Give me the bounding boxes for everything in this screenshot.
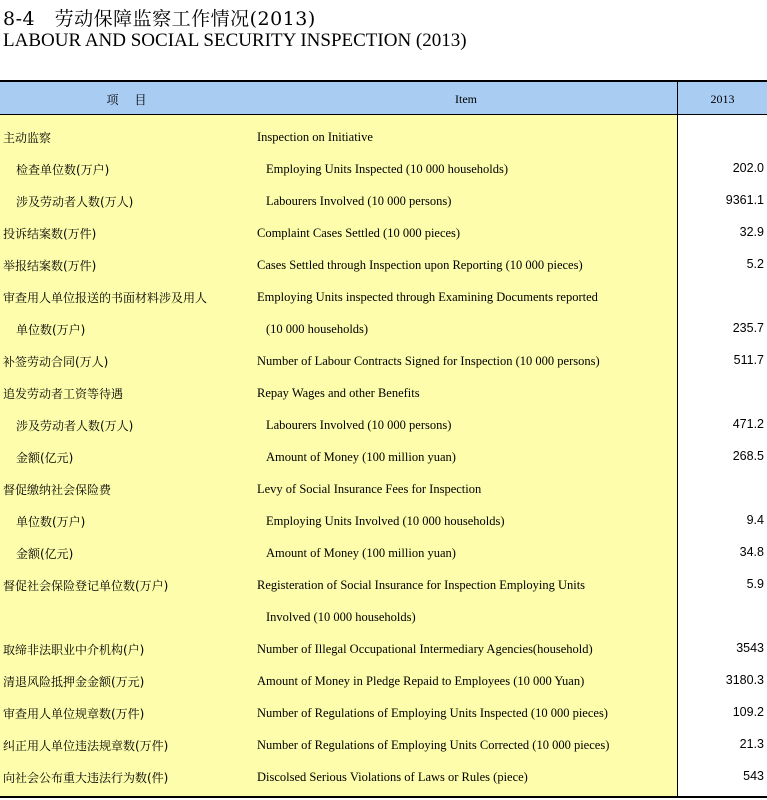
row-label-english: Number of Regulations of Employing Units Corrected (10 000 pieces) — [257, 738, 610, 752]
inspection-table — [0, 80, 767, 798]
row-value: 32.9 — [739, 225, 764, 239]
table-row — [0, 250, 767, 282]
row-label-english: Involved (10 000 households) — [266, 610, 416, 624]
row-label-chinese: 督促社会保险登记单位数(万户) — [3, 579, 169, 593]
header-item-chinese: 项 目 — [106, 93, 149, 107]
row-value: 202.0 — [732, 161, 764, 175]
row-value: 34.8 — [739, 545, 764, 559]
row-label-english: Employing Units inspected through Examining Documents reported — [257, 290, 598, 304]
table-row — [0, 410, 767, 442]
row-label-chinese: 涉及劳动者人数(万人) — [16, 419, 134, 433]
row-label-chinese: 取缔非法职业中介机构(户) — [3, 643, 145, 657]
table-row — [0, 346, 767, 378]
row-label-english: Registeration of Social Insurance for Inspection Employing Units — [257, 578, 586, 592]
table-row — [0, 602, 767, 634]
row-label-chinese: 补签劳动合同(万人) — [3, 355, 109, 369]
row-value: 109.2 — [732, 705, 764, 719]
row-label-chinese: 审查用人单位报送的书面材料涉及用人 — [3, 291, 208, 305]
page-title-chinese: 8-4 劳动保障监察工作情况(2013) — [3, 8, 316, 30]
table-header — [0, 82, 767, 115]
row-value: 543 — [743, 769, 764, 783]
row-label-english: Complaint Cases Settled (10 000 pieces) — [257, 226, 461, 240]
row-value: 511.7 — [733, 353, 764, 367]
table-row — [0, 634, 767, 666]
row-label-english: Amount of Money (100 million yuan) — [266, 450, 456, 464]
header-item-english: Item — [455, 92, 477, 106]
row-label-chinese: 投诉结案数(万件) — [3, 227, 97, 241]
page-title-english: LABOUR AND SOCIAL SECURITY INSPECTION (2013) — [3, 30, 467, 51]
row-label-english: Amount of Money (100 million yuan) — [266, 546, 456, 560]
row-label-english: Repay Wages and other Benefits — [257, 386, 420, 400]
row-label-chinese: 审查用人单位规章数(万件) — [3, 707, 145, 721]
table-rows — [0, 122, 767, 794]
row-label-chinese: 金额(亿元) — [16, 451, 74, 465]
table-row — [0, 378, 767, 410]
table-row — [0, 762, 767, 794]
row-label-english: Employing Units Inspected (10 000 households) — [266, 162, 508, 176]
table-row — [0, 122, 767, 154]
row-label-english: Labourers Involved (10 000 persons) — [266, 194, 452, 208]
row-label-chinese: 清退风险抵押金金额(万元) — [3, 675, 145, 689]
table-row — [0, 538, 767, 570]
row-label-chinese: 检查单位数(万户) — [16, 163, 110, 177]
table-row — [0, 218, 767, 250]
table-row — [0, 666, 767, 698]
row-label-chinese: 督促缴纳社会保险费 — [3, 483, 112, 497]
table-row — [0, 698, 767, 730]
row-value: 9.4 — [746, 513, 764, 527]
row-label-chinese: 涉及劳动者人数(万人) — [16, 195, 134, 209]
row-value: 5.9 — [746, 577, 764, 591]
row-label-english: Discolsed Serious Violations of Laws or Rules (piece) — [257, 770, 528, 784]
row-label-english: Levy of Social Insurance Fees for Inspection — [257, 482, 482, 496]
row-label-chinese: 纠正用人单位违法规章数(万件) — [3, 739, 169, 753]
row-value: 5.2 — [746, 257, 764, 271]
row-label-chinese: 向社会公布重大违法行为数(件) — [3, 771, 169, 785]
row-value: 471.2 — [732, 417, 764, 431]
table-row — [0, 570, 767, 602]
table-row — [0, 282, 767, 314]
row-label-english: Employing Units Involved (10 000 households) — [266, 514, 505, 528]
row-label-english: Inspection on Initiative — [257, 130, 373, 144]
row-label-english: Amount of Money in Pledge Repaid to Employees (10 000 Yuan) — [257, 674, 585, 688]
row-value: 268.5 — [732, 449, 764, 463]
row-label-english: Cases Settled through Inspection upon Reporting (10 000 pieces) — [257, 258, 583, 272]
table-bottom-rule — [0, 796, 767, 798]
row-label-chinese: 主动监察 — [3, 131, 52, 145]
row-label-chinese: 举报结案数(万件) — [3, 259, 97, 273]
row-label-english: Number of Illegal Occupational Intermediary Agencies(household) — [257, 642, 593, 656]
table-row — [0, 186, 767, 218]
table-row — [0, 154, 767, 186]
row-label-english: (10 000 households) — [266, 322, 369, 336]
header-year: 2013 — [710, 92, 735, 106]
table-row — [0, 442, 767, 474]
row-value: 235.7 — [732, 321, 764, 335]
row-value: 21.3 — [739, 737, 764, 751]
row-label-english: Number of Labour Contracts Signed for Inspection (10 000 persons) — [257, 354, 600, 368]
row-value: 9361.1 — [725, 193, 764, 207]
row-value: 3180.3 — [725, 673, 764, 687]
row-label-english: Labourers Involved (10 000 persons) — [266, 418, 452, 432]
row-label-chinese: 追发劳动者工资等待遇 — [3, 387, 124, 401]
table-row — [0, 506, 767, 538]
row-label-chinese: 单位数(万户) — [16, 323, 86, 337]
row-value: 3543 — [736, 641, 764, 655]
table-row — [0, 730, 767, 762]
row-label-chinese: 金额(亿元) — [16, 547, 74, 561]
table-row — [0, 474, 767, 506]
row-label-english: Number of Regulations of Employing Units Inspected (10 000 pieces) — [257, 706, 608, 720]
table-row — [0, 314, 767, 346]
row-label-chinese: 单位数(万户) — [16, 515, 86, 529]
